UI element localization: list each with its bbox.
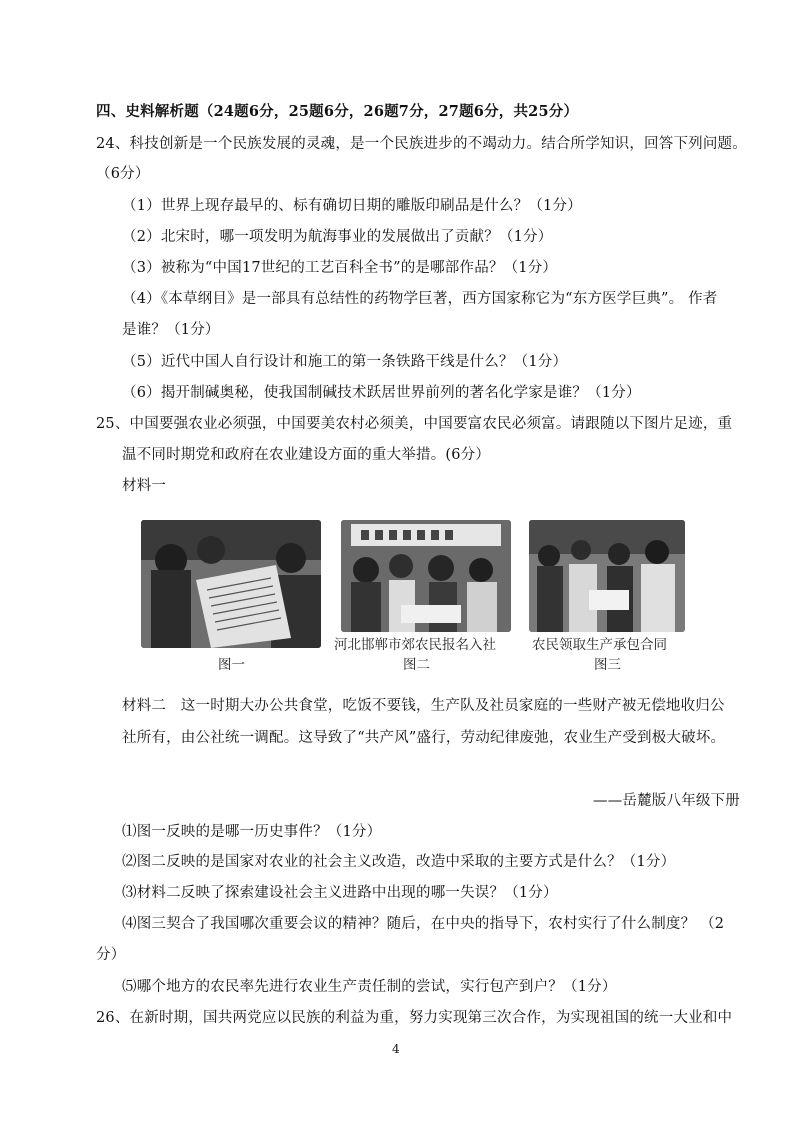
material2-line2: 社所有，由公社统一调配。这导致了“共产风”盛行，劳动纪律废弛，农业生产受到极大破坏。 <box>122 730 726 746</box>
material1-label: 材料一 <box>122 478 167 494</box>
q25-question-2: ⑵图二反映的是国家对农业的社会主义改造，改造中采取的主要方式是什么？（1分） <box>122 854 676 870</box>
q24-stem-line1: 24、科技创新是一个民族发展的灵魂，是一个民族进步的不竭动力。结合所学知识，回答下列问题。 <box>96 136 747 152</box>
figure-3-label: 图三 <box>594 657 621 673</box>
q24-item-2: （2）北宋时，哪一项发明为航海事业的发展做出了贡献？（1分） <box>122 229 553 245</box>
q25-question-4-cont: 分） <box>96 947 126 963</box>
figure-1-photo <box>141 520 321 648</box>
q24-item-4: （4）《本草纲目》是一部具有总结性的药物学巨著，西方国家称它为“东方医学巨典”。 作者 <box>122 291 718 307</box>
q25-question-1: ⑴图一反映的是哪一历史事件？（1分） <box>122 824 382 840</box>
section-title: 四、史料解析题（24题6分，25题6分，26题7分，27题6分，共25分） <box>96 103 579 120</box>
q25-question-4: ⑷图三契合了我国哪次重要会议的精神？随后，在中央的指导下，农村实行了什么制度？ （2 <box>122 916 725 932</box>
q25-stem-line1: 25、中国要强农业必须强，中国要美农村必须美，中国要富农民必须富。请跟随以下图片足迹，重 <box>96 416 733 432</box>
q24-item-3: （3）被称为“中国17世纪的工艺百科全书”的是哪部作品？（1分） <box>122 260 558 276</box>
q24-item-5: （5）近代中国人自行设计和施工的第一条铁路干线是什么？（1分） <box>122 354 568 370</box>
figure-2-photo <box>341 520 511 632</box>
q25-question-3: ⑶材料二反映了探索建设社会主义进路中出现的哪一失误？（1分） <box>122 885 558 901</box>
figure-2-label: 图二 <box>403 657 430 673</box>
q26-stem-line1: 26、在新时期，国共两党应以民族的利益为重，努力实现第三次合作，为实现祖国的统一大业和中 <box>96 1010 733 1026</box>
q25-stem-line2: 温不同时期党和政府在农业建设方面的重大举措。(6分） <box>122 447 491 463</box>
q24-item-6: （6）揭开制碱奥秘，使我国制碱技术跃居世界前列的著名化学家是谁？（1分） <box>122 385 641 401</box>
figure-1-label: 图一 <box>218 657 245 673</box>
q24-item-1: （1）世界上现存最早的、标有确切日期的雕版印刷品是什么？（1分） <box>122 198 582 214</box>
q25-question-5: ⑸哪个地方的农民率先进行农业生产责任制的尝试，实行包产到户？（1分） <box>122 979 617 995</box>
figure-3-photo <box>529 520 685 632</box>
material2-line1: 材料二 这一时期大办公共食堂，吃饭不要钱，生产队及社员家庭的一些财产被无偿地收归公 <box>122 698 725 714</box>
figure-3-overlay: 农民领取生产承包合同 <box>532 637 667 653</box>
page-number: 4 <box>392 1042 400 1056</box>
q24-stem-line2: （6分） <box>96 166 150 182</box>
figure-2-overlay: 河北邯郸市郊农民报名入社 <box>334 637 496 653</box>
material2-source: ——岳麓版八年级下册 <box>593 793 740 809</box>
q24-item-4-cont: 是谁？（1分） <box>122 322 220 338</box>
